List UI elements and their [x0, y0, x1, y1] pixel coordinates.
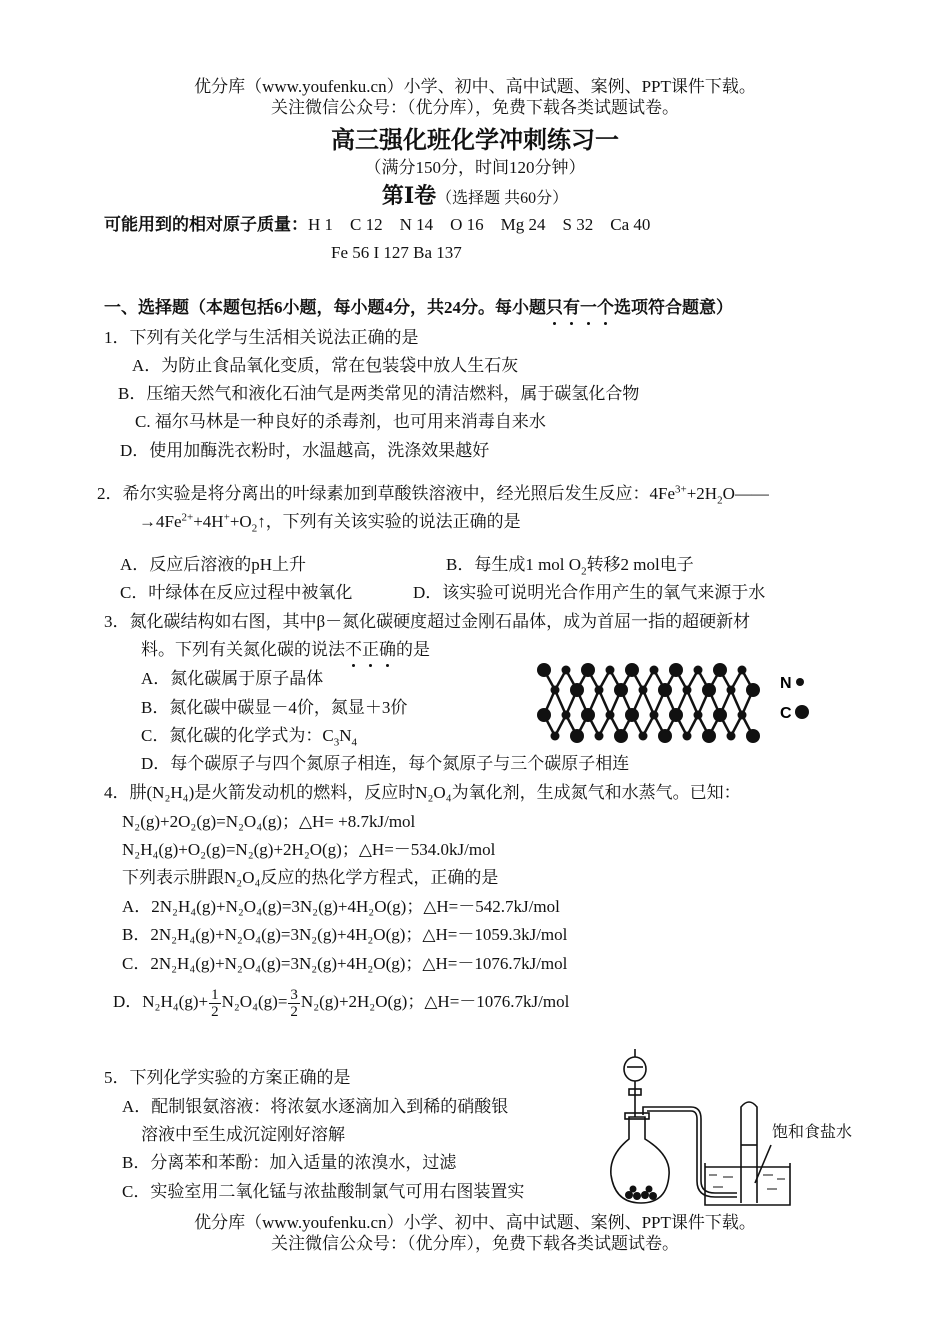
nitrogen-atom	[639, 686, 648, 695]
subscript: 2	[717, 494, 723, 507]
legend-n-label: N	[780, 675, 792, 692]
superscript: 3+	[675, 483, 687, 496]
emph-char: 确	[379, 640, 396, 659]
carbon-atom	[570, 683, 584, 697]
q4-option-d	[113, 982, 569, 1022]
subscript: 2	[581, 565, 587, 578]
delivery-tube	[643, 1107, 737, 1193]
superscript: +	[223, 511, 230, 524]
header-line-1: 优分库（www.youfenku.cn）小学、初中、高中试题、案例、PPT课件下载。	[194, 77, 756, 96]
q5-option-a-line-2: 溶液中至生成沉淀刚好溶解	[141, 1125, 345, 1144]
q4-ask: 下列表示肼跟N₂O₄反应的热化学方程式，正确的是	[122, 868, 499, 887]
fraction-numerator: 1	[211, 986, 219, 1003]
emph-char: 正	[362, 640, 379, 659]
q2-text: →4Fe	[139, 512, 182, 531]
section-1-head-a: 一、选择题（本题包括6小题，每小题4分，共24分。每小题	[104, 298, 546, 317]
label-saturated-brine: 饱和食盐水	[772, 1124, 853, 1141]
carbon-atom	[581, 708, 595, 722]
carbon-atom	[669, 708, 683, 722]
carbon-atom	[702, 729, 716, 743]
q3-option-b: B．氮化碳中碳显－4价，氮显＋3价	[141, 698, 408, 717]
q3-text: 的是	[396, 640, 430, 659]
q2-option-a: A．反应后溶液的pH上升	[120, 555, 307, 574]
subscript: 4	[351, 736, 357, 749]
q2-option-c: C．叶绿体在反应过程中被氧化	[120, 583, 353, 602]
round-bottom-flask	[611, 1117, 669, 1203]
carbon-atom	[658, 683, 672, 697]
q4-option-c: C．2N₂H₄(g)+N₂O₄(g)=3N₂(g)+4H₂O(g)；△H=－1076.7kJ/mol	[122, 954, 568, 973]
q1-option-d: D．使用加酶洗衣粉时，水温越高，洗涤效果越好	[120, 441, 490, 460]
fraction-denominator: 2	[211, 1003, 219, 1020]
carbon-atom	[625, 708, 639, 722]
q3-option-a: A．氮化碳属于原子晶体	[141, 669, 324, 688]
q3-text: N	[339, 726, 352, 745]
fraction-numerator: 3	[290, 986, 298, 1003]
q2-option-b	[446, 554, 694, 576]
manganese-dioxide-solid	[625, 1186, 657, 1201]
q1-option-b: B．压缩天然气和液化石油气是两类常见的清洁燃料，属于碳氢化合物	[118, 384, 640, 403]
emph-char: 只	[546, 298, 563, 317]
nitrogen-atom	[738, 666, 747, 675]
carbon-atom	[581, 663, 595, 677]
nitrogen-atom	[551, 732, 560, 741]
emph-char: 有	[563, 298, 580, 317]
q1-option-a: A．为防止食品氧化变质，常在包装袋中放人生石灰	[132, 356, 519, 375]
nitrogen-atom	[738, 711, 747, 720]
carbon-atom	[713, 708, 727, 722]
nitrogen-atom	[683, 732, 692, 741]
q5-option-c: C．实验室用二氧化锰与浓盐酸制氯气可用右图装置实	[122, 1182, 525, 1201]
atomic-masses-values-1: H 1 C 12 N 14 O 16 Mg 24 S 32 Ca 40	[308, 215, 651, 234]
section-1-heading	[104, 297, 733, 319]
carbon-atom	[625, 663, 639, 677]
q2-option-d: D．该实验可说明光合作用产生的氧气来源于水	[413, 583, 766, 602]
q2-text: +2H	[686, 484, 718, 503]
water-hatching	[709, 1175, 785, 1189]
emph-char: 一	[580, 298, 597, 317]
q2-stem-line-2	[139, 511, 521, 533]
carbon-atom	[746, 683, 760, 697]
funnel-bulb	[624, 1057, 646, 1081]
carbon-atom	[746, 729, 760, 743]
q2-text: +4H	[193, 512, 224, 531]
fraction-one-half	[209, 987, 221, 1020]
subscript: 2	[251, 522, 258, 535]
footer-line-2: 关注微信公众号：（优分库），免费下载各类试题试卷。	[271, 1234, 679, 1253]
footer-line-1: 优分库（www.youfenku.cn）小学、初中、高中试题、案例、PPT课件下载。	[194, 1213, 756, 1232]
nitrogen-atom	[683, 686, 692, 695]
atomic-masses-label: 可能用到的相对原子质量：	[104, 215, 308, 234]
carbon-atom	[669, 663, 683, 677]
q2-stem-line-1	[97, 483, 769, 505]
q3-text: 料。下列有关氮化碳的说法	[141, 640, 345, 659]
carbon-atom	[658, 729, 672, 743]
q2-text: O——	[722, 484, 769, 503]
q2-text: B．每生成1 mol O	[446, 555, 582, 574]
atomic-masses-row-1	[104, 214, 650, 236]
nitrogen-atom	[562, 666, 571, 675]
q2-text: ↑，下列有关该实验的说法正确的是	[257, 512, 521, 531]
emph-char: 个	[597, 298, 614, 317]
q4-equation-1: N₂(g)+2O₂(g)=N₂O₄(g)；△H= +8.7kJ/mol	[122, 812, 416, 831]
q3-option-c	[141, 725, 357, 747]
carbon-nitride-structure-diagram	[530, 660, 820, 746]
nitrogen-atom	[650, 711, 659, 720]
inverted-test-tube	[741, 1102, 757, 1203]
page-subtitle: （满分150分，时间120分钟）	[364, 158, 586, 177]
superscript: 2+	[181, 511, 194, 524]
nitrogen-atom	[727, 686, 736, 695]
q4-text: N₂O₄(g)=	[221, 992, 288, 1011]
fraction-denominator: 2	[290, 1003, 298, 1020]
atomic-masses-row-2: Fe 56 I 127 Ba 137	[331, 243, 462, 262]
q2-text: 转移2 mol电子	[586, 555, 694, 574]
q3-text: C．氮化碳的化学式为：C	[141, 726, 334, 745]
q1-option-c: C. 福尔马林是一种良好的杀毒剂，也可用来消毒自来水	[135, 412, 546, 431]
q4-option-b: B．2N₂H₄(g)+N₂O₄(g)=3N₂(g)+4H₂O(g)；△H=－1059.3kJ/mol	[122, 925, 568, 944]
nitrogen-atom	[639, 732, 648, 741]
carbon-atom	[570, 729, 584, 743]
volume-sub: （选择题 共60分）	[436, 190, 569, 207]
q3-stem-line-1: 3．氮化碳结构如右图，其中β－氮化碳硬度超过金刚石晶体，成为首屈一指的超硬新材	[104, 612, 751, 631]
nitrogen-atom	[694, 666, 703, 675]
nitrogen-atom	[595, 732, 604, 741]
header-line-2: 关注微信公众号：（优分库），免费下载各类试题试卷。	[271, 98, 679, 117]
delivery-tube-inner	[647, 1111, 737, 1197]
nitrogen-atom	[606, 666, 615, 675]
nitrogen-atom	[562, 711, 571, 720]
q3-stem-line-2	[141, 639, 430, 661]
nitrogen-atom	[595, 686, 604, 695]
legend-c-atom	[795, 705, 809, 719]
q3-option-d: D．每个碳原子与四个氮原子相连，每个氮原子与三个碳原子相连	[141, 754, 630, 773]
q4-option-a: A．2N₂H₄(g)+N₂O₄(g)=3N₂(g)+4H₂O(g)；△H=－542.7kJ/mol	[122, 897, 560, 916]
fraction-three-halves	[288, 987, 300, 1020]
q2-text: 2．希尔实验是将分离出的叶绿素加到草酸铁溶液中，经光照后发生反应：4Fe	[97, 484, 675, 503]
q4-stem: 4．肼(N₂H₄)是火箭发动机的燃料，反应时N₂O₄为氧化剂，生成氮气和水蒸气。已知：	[104, 783, 741, 802]
carbon-atom	[614, 683, 628, 697]
carbon-atom	[614, 729, 628, 743]
q2-text: +O	[229, 512, 252, 531]
page-title: 高三强化班化学冲刺练习一	[331, 128, 619, 154]
section-1-head-b: 选项符合题意）	[614, 298, 733, 317]
legend-n-atom	[796, 678, 804, 686]
emph-char: 不	[345, 640, 362, 659]
water-trough	[705, 1163, 790, 1205]
q4-text: D．N₂H₄(g)+	[113, 992, 209, 1011]
q1-stem: 1．下列有关化学与生活相关说法正确的是	[104, 328, 419, 347]
carbon-atom	[537, 663, 551, 677]
nitrogen-atom	[606, 711, 615, 720]
q5-stem: 5．下列化学实验的方案正确的是	[104, 1068, 351, 1087]
q5-option-b: B．分离苯和苯酚：加入适量的浓溴水，过滤	[122, 1153, 457, 1172]
carbon-atom	[713, 663, 727, 677]
volume-heading	[0, 185, 950, 210]
nitrogen-atom	[694, 711, 703, 720]
nitrogen-atom	[551, 686, 560, 695]
q5-option-a-line-1: A．配制银氨溶液：将浓氨水逐滴加入到稀的硝酸银	[122, 1097, 509, 1116]
carbon-atom	[702, 683, 716, 697]
volume-main: 第Ⅰ卷	[381, 183, 437, 208]
nitrogen-atom	[727, 732, 736, 741]
legend-c-label: C	[780, 705, 792, 722]
carbon-atom	[537, 708, 551, 722]
q4-equation-2: N₂H₄(g)+O₂(g)=N₂(g)+2H₂O(g)；△H=－534.0kJ/mol	[122, 840, 496, 859]
nitrogen-atom	[650, 666, 659, 675]
q4-text: N₂(g)+2H₂O(g)；△H=－1076.7kJ/mol	[300, 992, 570, 1011]
subscript: 3	[333, 736, 340, 749]
